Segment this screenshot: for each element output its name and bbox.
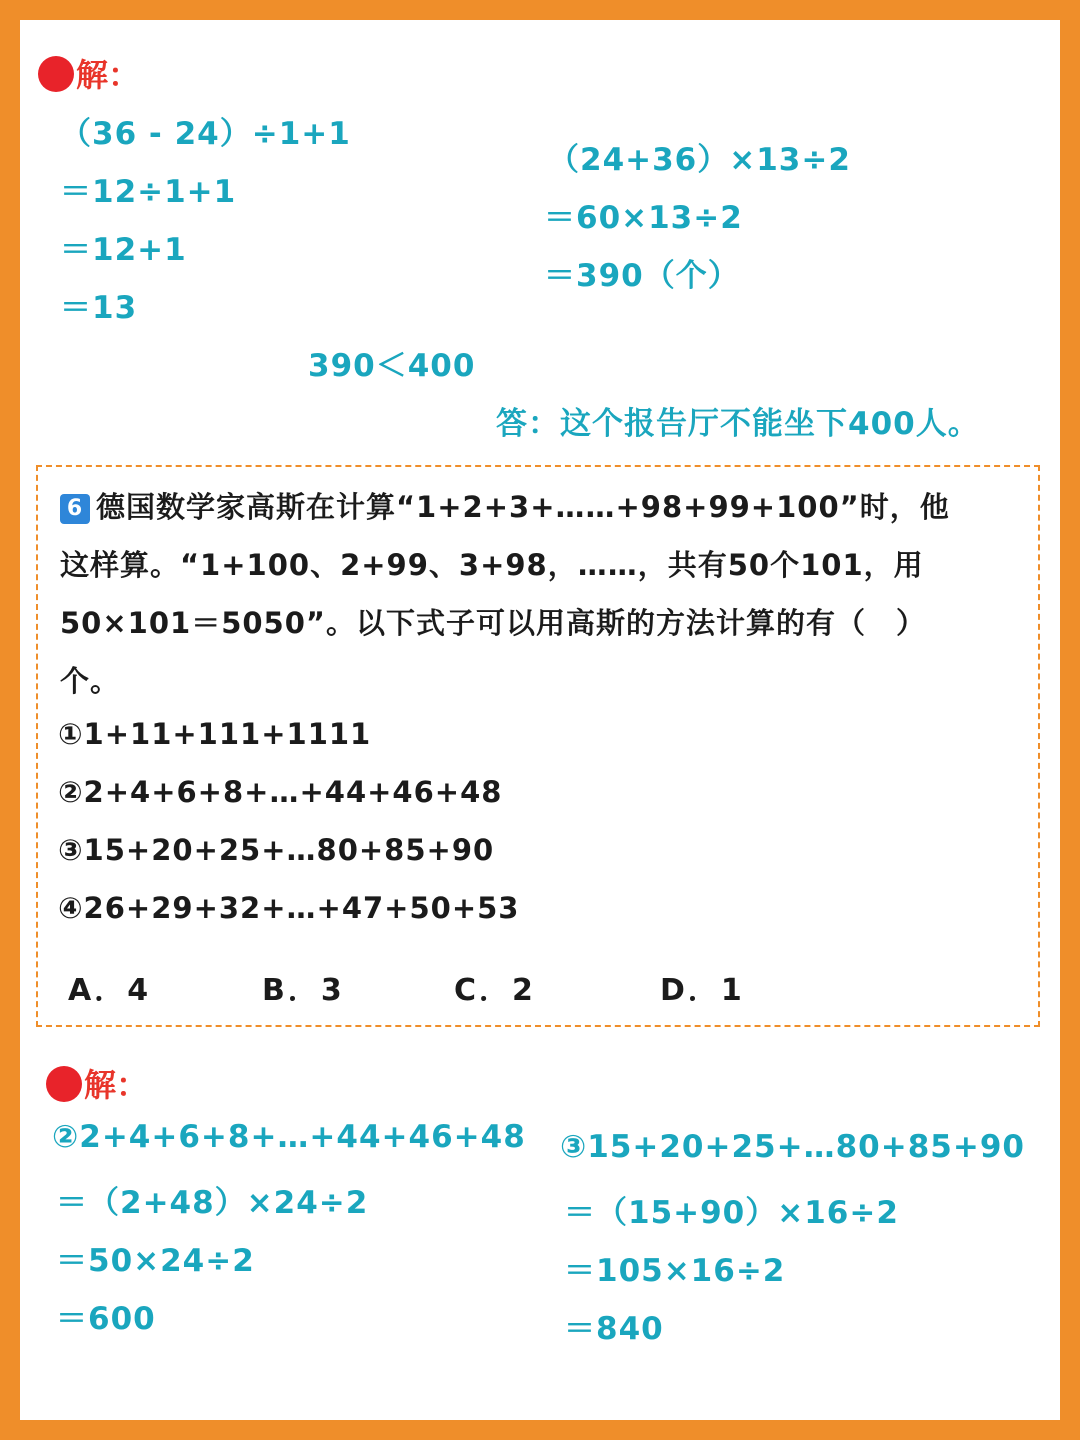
calc-line: ＝60×13÷2 [544,200,743,236]
calc-line: ＝（2+48）×24÷2 [56,1185,369,1221]
calc-line: ＝600 [56,1301,156,1337]
option-b: B．3 [262,973,345,1008]
solution-label: 解： [84,1066,149,1104]
question-line: 这样算。“1+100、2+99、3+98，……，共有50个101，用 [60,548,924,582]
question-item: ③15+20+25+…80+85+90 [58,833,495,867]
calc-line: ＝840 [564,1311,664,1347]
answer-line: 答：这个报告厅不能坐下400人。 [496,406,980,442]
calc-line: ＝12÷1+1 [60,174,237,210]
option-d: D．1 [660,973,745,1008]
question-box [36,465,1040,1027]
calc-line: ③15+20+25+…80+85+90 [560,1129,1025,1165]
red-dot-icon [38,56,74,92]
calc-line: ②2+4+6+8+…+44+46+48 [52,1119,526,1155]
calc-line: ＝13 [60,290,138,326]
calc-line: ＝390（个） [544,258,740,294]
calc-line: （36 - 24）÷1+1 [60,116,351,152]
solution-heading [46,1060,148,1106]
question-line: 50×101＝5050”。以下式子可以用高斯的方法计算的有（ ） [60,606,926,640]
option-a: A．4 [68,973,152,1008]
question-line: 个。 [60,664,121,698]
comparison: 390＜400 [308,348,476,384]
question-number-badge: 6 [60,494,90,524]
calc-line: （24+36）×13÷2 [548,142,851,178]
question-item: ②2+4+6+8+…+44+46+48 [58,775,503,809]
question-line [60,485,950,526]
question-text: 德国数学家高斯在计算“1+2+3+……+98+99+100”时，他 [96,490,950,524]
calc-line: ＝105×16÷2 [564,1253,786,1289]
calc-line: ＝12+1 [60,232,187,268]
red-dot-icon [46,1066,82,1102]
content-card [20,20,1060,1420]
question-item: ①1+11+111+1111 [58,717,372,751]
option-c: C．2 [454,973,536,1008]
solution-label: 解： [76,56,141,94]
question-item: ④26+29+32+…+47+50+53 [58,891,520,925]
solution-heading [38,50,140,96]
calc-line: ＝50×24÷2 [56,1243,255,1279]
calc-line: ＝（15+90）×16÷2 [564,1195,899,1231]
